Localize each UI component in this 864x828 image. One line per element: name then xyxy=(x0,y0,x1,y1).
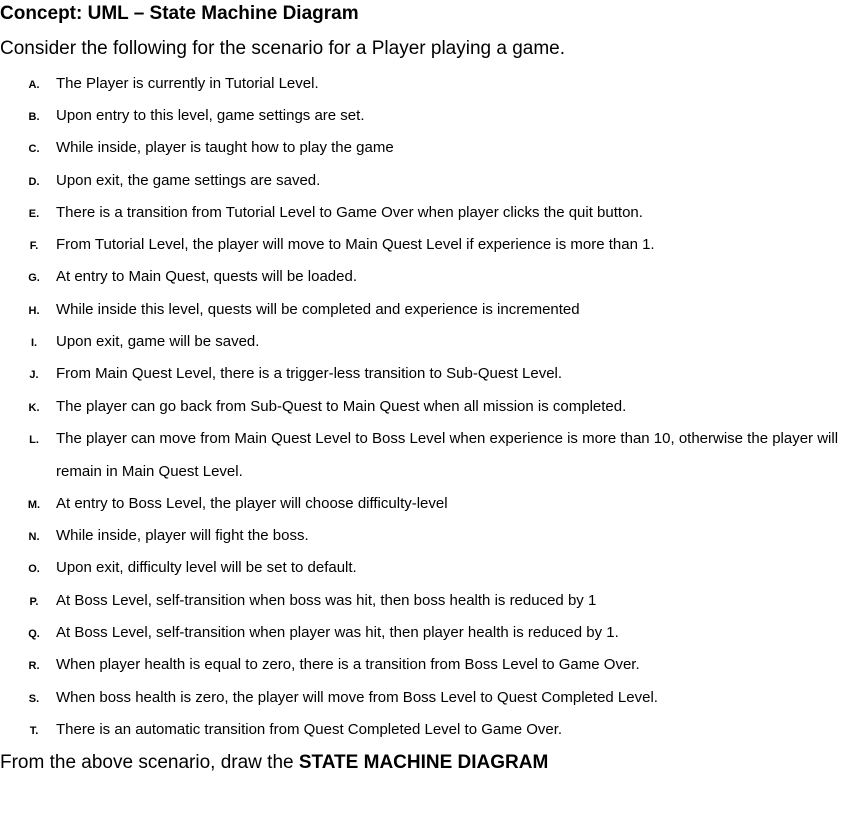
list-item-text: Upon exit, the game settings are saved. xyxy=(56,172,321,189)
list-item-text: At Boss Level, self-transition when player was hit, then player health is reduced by 1. xyxy=(56,624,619,641)
list-item-text: While inside this level, quests will be completed and experience is incremented xyxy=(56,301,580,318)
closing-instruction xyxy=(0,752,548,774)
list-item-letter: I. xyxy=(30,337,38,349)
list-item-letter: C. xyxy=(28,143,40,155)
list-item-letter: G. xyxy=(28,272,40,284)
list-item-letter: Q. xyxy=(28,628,40,640)
list-item-letter: S. xyxy=(28,693,40,705)
list-item-text: While inside, player will fight the boss. xyxy=(56,527,309,544)
list-item-letter: K. xyxy=(28,402,40,414)
list-item-text: At Boss Level, self-transition when boss was hit, then boss health is reduced by 1 xyxy=(56,592,597,609)
list-item-letter: M. xyxy=(27,499,41,511)
list-item-text: Upon entry to this level, game settings are set. xyxy=(56,107,365,124)
list-item-text: When boss health is zero, the player will move from Boss Level to Quest Completed Level. xyxy=(56,689,658,706)
list-item-letter: P. xyxy=(29,596,39,608)
list-item-text: The player can go back from Sub-Quest to Main Quest when all mission is completed. xyxy=(56,398,627,415)
list-item-text: The player can move from Main Quest Level to Boss Level when experience is more than 10, otherwise the player will remain in Main Quest Level. xyxy=(56,430,839,480)
list-item-letter: A. xyxy=(28,79,40,91)
list-item-letter: H. xyxy=(28,305,40,317)
list-item-text: At entry to Boss Level, the player will choose difficulty-level xyxy=(56,495,448,512)
list-item-letter: D. xyxy=(28,176,40,188)
list-item-letter: O. xyxy=(28,563,40,575)
list-item-text: There is a transition from Tutorial Level to Game Over when player clicks the quit button. xyxy=(56,204,643,221)
closing-instruction-emphasis: STATE MACHINE DIAGRAM xyxy=(298,752,549,773)
list-item-text: There is an automatic transition from Quest Completed Level to Game Over. xyxy=(56,721,563,738)
list-item-letter: T. xyxy=(29,725,39,737)
list-item-letter: N. xyxy=(28,531,40,543)
list-item-text: When player health is equal to zero, there is a transition from Boss Level to Game Over. xyxy=(56,656,640,673)
list-item-letter: R. xyxy=(28,660,40,672)
list-item-text: Upon exit, difficulty level will be set to default. xyxy=(56,559,357,576)
document-title: Concept: UML – State Machine Diagram xyxy=(0,3,359,24)
list-item-letter: F. xyxy=(29,240,39,252)
list-item-text: From Tutorial Level, the player will move to Main Quest Level if experience is more than 1. xyxy=(56,236,655,253)
list-item-text: While inside, player is taught how to play the game xyxy=(56,139,394,156)
list-item-text: At entry to Main Quest, quests will be loaded. xyxy=(56,268,357,285)
list-item-text: From Main Quest Level, there is a trigger-less transition to Sub-Quest Level. xyxy=(56,365,563,382)
list-item-text: The Player is currently in Tutorial Level. xyxy=(56,75,319,92)
closing-instruction-prefix: From the above scenario, draw the xyxy=(0,752,299,773)
list-item-letter: B. xyxy=(28,111,40,123)
list-item-letter: J. xyxy=(29,369,39,381)
intro-paragraph: Consider the following for the scenario for a Player playing a game. xyxy=(0,38,566,59)
list-item-text: Upon exit, game will be saved. xyxy=(56,333,260,350)
list-item-letter: L. xyxy=(29,434,39,446)
list-item-letter: E. xyxy=(28,208,40,220)
